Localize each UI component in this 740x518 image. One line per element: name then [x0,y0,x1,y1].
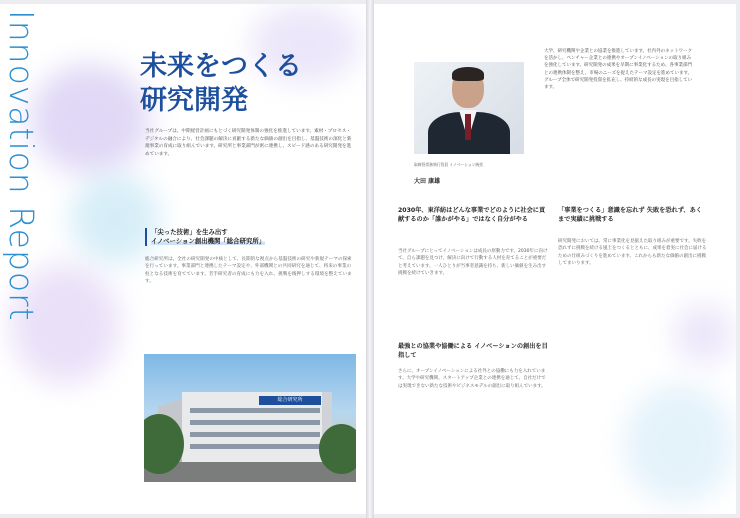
intro-paragraph: 当社グループは、中期経営計画にもとづく研究開発体制の強化を推進しています。素材・プロセス・デジタルの融合により、社会課題の解決に貢献する新たな価値の創出を目指し、基盤技術の深化と新規事業の育成に取り組んでいます。研究所と事業部門が密に連携し、スピード感のある研究開発を進めています。 [145,129,352,157]
section-body-business: 研究開発においては、常に事業化を見据えた取り組みが重要です。失敗を恐れずに挑戦を続ける風土をつくるとともに、成果を着実に社会に届けるための仕組みづくりを進めています。これからも新たな価値の創出に挑戦してまいります。 [558,239,707,267]
watercolor-blob [30,64,150,174]
section-heading-collaboration: 最強との協業や協働による イノベーションの創出を目指して [398,343,548,360]
tree [319,424,356,474]
section-subheading [145,228,331,246]
watercolor-blob [674,304,734,364]
section-body-2030: 当社グループにとってイノベーションは成長の原動力です。2030年に向けて、自ら課題を見つけ、解決に向けて行動する人材を育てることが重要だと考えています。一人ひとりが当事者意識を持ち、新しい価値を生み出す挑戦を続けていきます。 [398,249,548,277]
body-paragraph: 総合研究所は、全社の研究開発の中核として、長期的な視点から基盤技術の研究や新規テーマの探索を行っています。事業部門と連携したテーマ設定や、外部機関との共同研究を通じて、将来の事業の柱となる技術を育てています。若手研究者の育成にも力を入れ、挑戦を後押しする環境を整えています。 [145,257,352,285]
top-paragraph: 大学、研究機関や企業との協業を推進しています。社内外のネットワークを活かし、ベンチャー企業との連携やオープンイノベーションの取り組みを強化しています。研究開発の成果を早期に事業化するため、各事業部門との連携体制を整え、市場のニーズを捉えたテーマ設定を進めています。グループ全体で研究開発投資を拡充し、持続的な成長の実現を目指しています。 [544,49,693,91]
watercolor-blob [624,384,734,504]
page-gutter [366,0,374,518]
watercolor-blob [70,174,160,264]
building-sign: 総合研究所 [259,396,321,405]
executive-portrait [414,62,524,154]
page-title [140,50,350,118]
section-body-collaboration: さらに、オープンイノベーションによる社外との協働にも力を入れています。大学や研究機関、スタートアップ企業との連携を通じて、自社だけでは実現できない新たな技術やビジネスモデルの創出に取り組んでいます。 [398,369,546,389]
title-line-1: 未来をつくる [140,51,302,82]
portrait-caption: 取締役常務執行役員 イノベーション統括 [414,162,484,167]
right-page [374,4,736,514]
vertical-title: Innovation Report [2,10,41,322]
subheading-prefix: 「尖った技術」を生み出す [151,228,228,236]
research-building-photo [144,354,356,482]
subheading-main: イノベーション創出機関「総合研究所」 [151,237,266,245]
left-page [0,4,366,514]
section-heading-business: 「事業をつくる」意識を忘れず 失敗を恐れず、あくまで実績に挑戦する [558,207,702,224]
title-line-2: 研究開発 [140,85,248,116]
section-heading-2030: 2030年、東洋紡はどんな事業でどのように社会に貢献するのか「誰かがやる」ではなく自分がやる [398,207,546,224]
portrait-name: 大田 康雄 [414,178,441,185]
